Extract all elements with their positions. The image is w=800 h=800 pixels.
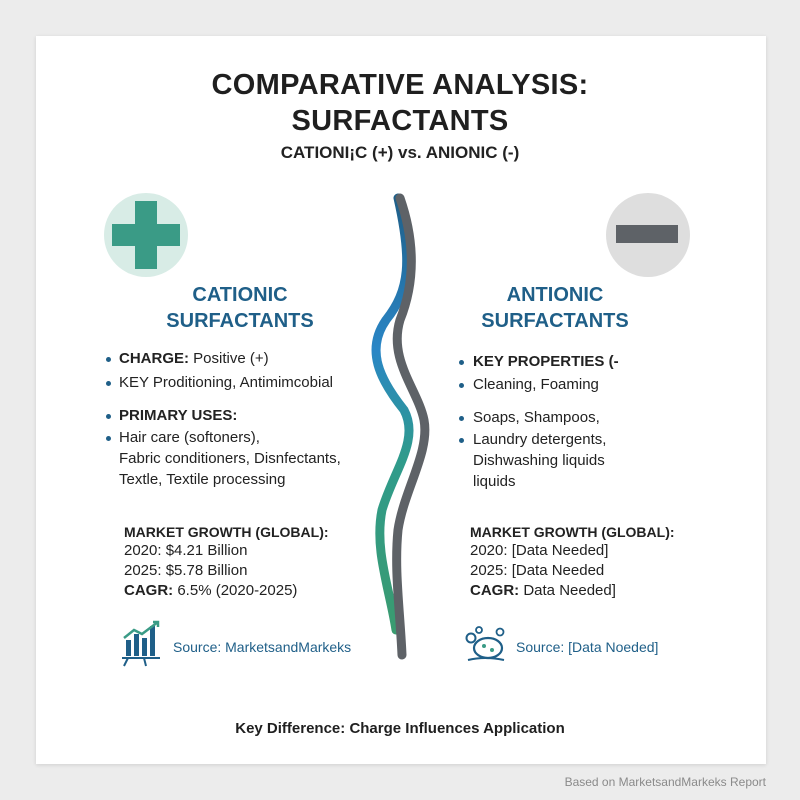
cationic-source: Source: MarketsandMarkeks <box>173 639 352 655</box>
bullet-dot <box>459 438 464 443</box>
title-line-2: SURFACTANTS <box>291 105 509 137</box>
cagr-label: CAGR: <box>470 582 520 599</box>
cationic-charge <box>119 349 269 369</box>
cationic-uses-label: PRIMARY USES: <box>119 407 238 424</box>
cagr-label: CAGR: <box>124 582 174 599</box>
cationic-cagr <box>124 581 297 601</box>
anionic-uses-line-3: Dishwashing liquids <box>473 452 605 469</box>
bullet-dot <box>106 436 111 441</box>
cationic-growth-2025: 2025: $5.78 Billion <box>124 562 248 579</box>
bullet-dot <box>106 381 111 386</box>
anionic-source: Source: [Data Noeded] <box>516 639 659 655</box>
bar-chart-icon <box>120 618 164 668</box>
cationic-growth-label: MARKET GROWTH (GLOBAL): <box>124 524 329 540</box>
bullet-dot <box>459 383 464 388</box>
cationic-uses-line-3: Textle, Textile processing <box>119 471 286 488</box>
anionic-heading-line-2: SURFACTANTS <box>481 310 629 332</box>
anionic-growth-2025: 2025: [Data Needed <box>470 562 605 579</box>
cationic-uses-line-2: Fabric conditioners, Disnfectants, <box>119 450 341 467</box>
anionic-uses-line-4: liquids <box>473 473 516 490</box>
cationic-key: KEY Proditioning, Antimimcobial <box>119 374 333 391</box>
bullet-dot <box>106 357 111 362</box>
cationic-heading-line-1: CATIONIC <box>192 284 288 306</box>
cationic-heading-line-2: SURFACTANTS <box>166 310 314 332</box>
anionic-cagr <box>470 581 616 601</box>
anionic-growth-2020: 2020: [Data Needed] <box>470 542 609 559</box>
anionic-uses-line-2: Laundry detergents, <box>473 431 607 448</box>
charge-value: Positive (+) <box>193 350 269 367</box>
cationic-uses-line-1: Hair care (softoners), <box>119 429 260 446</box>
bullet-dot <box>106 414 111 419</box>
anionic-key-value: Cleaning, Foaming <box>473 376 599 393</box>
subtitle: CATIONI¡C (+) vs. ANIONIC (-) <box>280 143 520 162</box>
wave-divider <box>360 190 450 660</box>
cagr-value: Data Needed] <box>523 582 616 599</box>
footer-note: Based on MarketsandMarkeks Report <box>564 775 766 789</box>
bullet-dot <box>459 416 464 421</box>
cationic-growth-2020: 2020: $4.21 Billion <box>124 542 248 559</box>
anionic-key-label: KEY PROPERTIES (- <box>473 353 619 370</box>
anionic-heading-line-1: ANTIONIC <box>506 284 604 306</box>
cagr-value: 6.5% (2020-2025) <box>177 582 298 599</box>
soap-bubbles-icon <box>462 624 508 664</box>
title-line-1: COMPARATIVE ANALYSIS: <box>211 69 589 101</box>
minus-icon <box>606 193 690 277</box>
anionic-growth-label: MARKET GROWTH (GLOBAL): <box>470 524 675 540</box>
plus-icon <box>104 193 188 277</box>
anionic-uses-line-1: Soaps, Shampoos, <box>473 409 600 426</box>
key-difference: Key Difference: Charge Influences Application <box>235 720 565 737</box>
charge-label: CHARGE: <box>119 350 189 367</box>
bullet-dot <box>459 360 464 365</box>
